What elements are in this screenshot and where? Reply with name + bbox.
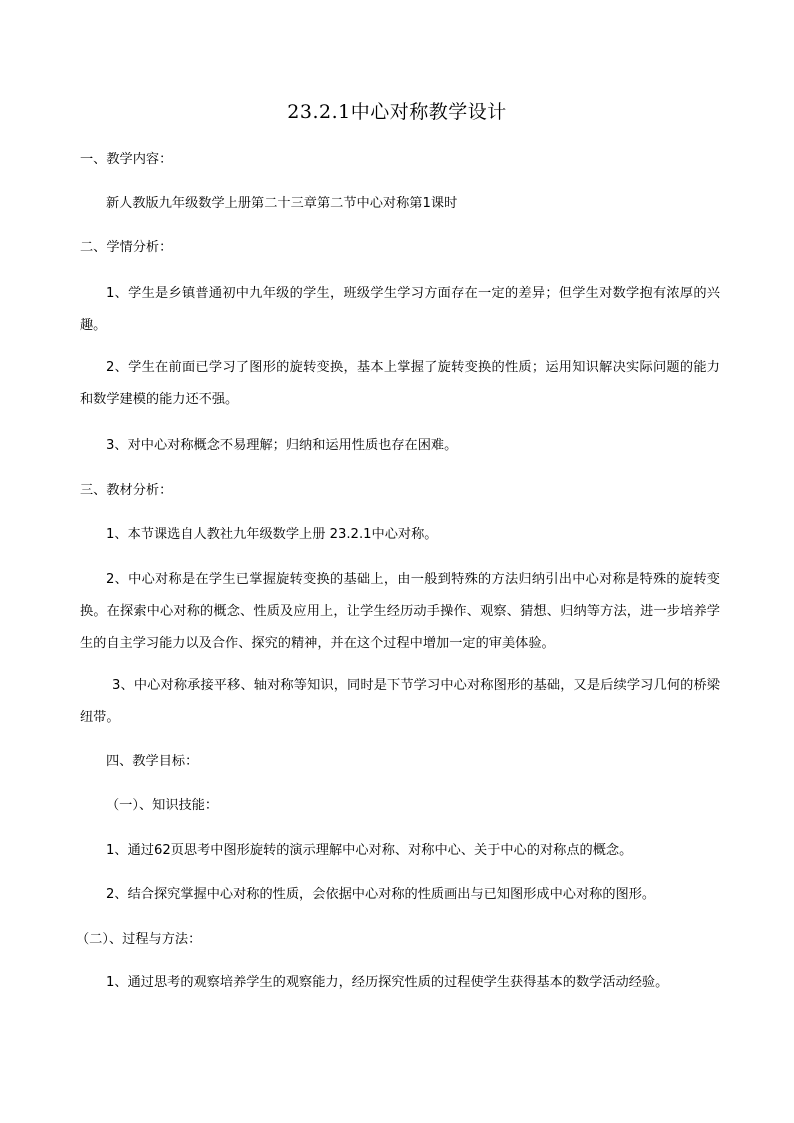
process-item-1: 1、通过思考的观察培养学生的观察能力，经历探究性质的过程使学生获得基本的数学活动经验。 <box>106 975 669 990</box>
section-heading-learner: 二、学情分析： <box>80 240 173 255</box>
section-heading-content: 一、教学内容： <box>80 152 173 167</box>
material-item-1: 1、本节课选自人教社九年级数学上册 23.2.1中心对称。 <box>106 527 438 542</box>
knowledge-item-2: 2、结合探究掌握中心对称的性质，会依据中心对称的性质画出与已知图形成中心对称的图形。 <box>106 887 656 902</box>
subheading-process: （二）、过程与方法： <box>76 932 202 947</box>
learner-item-1: 1、学生是乡镇普通初中九年级的学生，班级学生学习方面存在一定的差异；但学生对数学抱有浓厚的兴趣。 <box>80 286 720 333</box>
subheading-knowledge: （一）、知识技能： <box>106 798 219 813</box>
learner-item-2: 2、学生在前面已学习了图形的旋转变换，基本上掌握了旋转变换的性质；运用知识解决实际问题的能力和数学建模的能力还不强。 <box>80 360 720 407</box>
material-item-2: 2、中心对称是在学生已掌握旋转变换的基础上，由一般到特殊的方法归纳引出中心对称是特殊的旋转变换。在探索中心对称的概念、性质及应用上，让学生经历动手操作、观察、猜想、归纳等方法，进一步培养学生的自主学习能力以及合作、探究的精神，并在这个过程中增加一定的审美体验。 <box>80 572 720 651</box>
section-heading-material: 三、教材分析： <box>80 483 173 498</box>
content-text: 新人教版九年级数学上册第二十三章第二节中心对称第1课时 <box>106 196 458 211</box>
section-heading-goals: 四、教学目标： <box>106 754 199 769</box>
learner-item-3: 3、对中心对称概念不易理解；归纳和运用性质也存在困难。 <box>106 438 458 453</box>
material-item-3: 3、中心对称承接平移、轴对称等知识，同时是下节学习中心对称图形的基础，又是后续学习几何的桥梁纽带。 <box>80 678 720 725</box>
document-title: 23.2.1中心对称教学设计 <box>287 101 507 123</box>
knowledge-item-1: 1、通过62页思考中图形旋转的演示理解中心对称、对称中心、关于中心的对称点的概念。 <box>106 843 633 858</box>
